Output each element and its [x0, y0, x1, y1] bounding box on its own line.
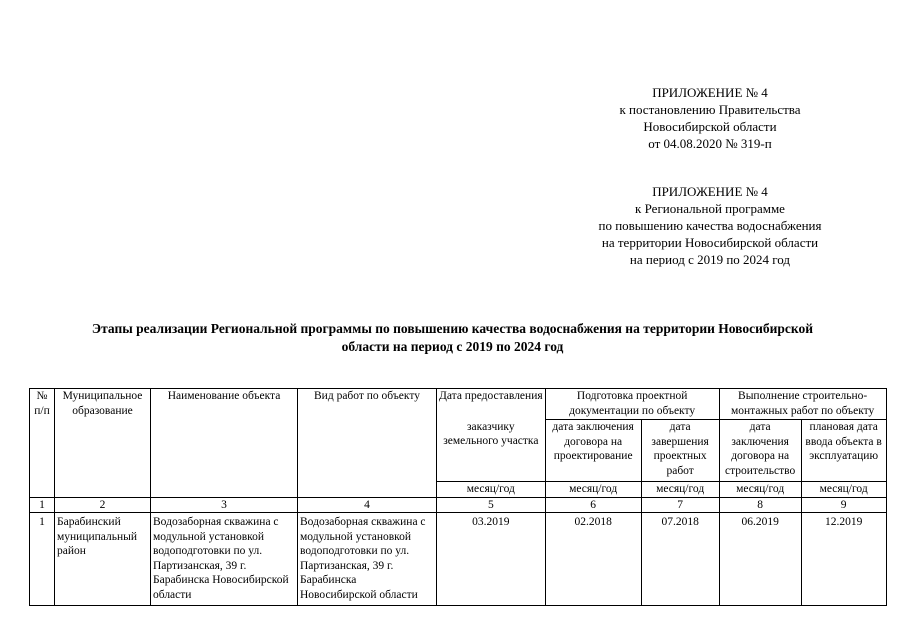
appendix-line: на территории Новосибирской области	[601, 235, 819, 250]
appendix-header-program	[560, 183, 860, 268]
table-row	[30, 513, 887, 606]
appendix-line: к Региональной программе	[635, 201, 785, 216]
unit-cell: месяц/год	[545, 482, 641, 498]
title-line-2: области на период с 2019 по 2024 год	[341, 339, 564, 354]
row-commissioning: 12.2019	[801, 513, 886, 606]
unit-cell: месяц/год	[801, 482, 886, 498]
column-number: 2	[55, 497, 151, 513]
row-object-name: Водозаборная скважина с модульной установкой водоподготовки по ул. Партизанская, 39 г. Барабинска Новосибирской области	[151, 513, 298, 606]
header-construction-group: Выполнение строительно-монтажных работ по объекту	[719, 389, 886, 420]
document-title	[40, 320, 865, 356]
appendix-line: на период с 2019 по 2024 год	[629, 252, 791, 267]
header-municipality: Муниципальное образование	[55, 389, 151, 498]
row-num: 1	[30, 513, 55, 606]
column-number: 8	[719, 497, 801, 513]
row-land-date: 03.2019	[437, 513, 546, 606]
column-number: 3	[151, 497, 298, 513]
appendix-line: ПРИЛОЖЕНИЕ № 4	[652, 184, 768, 199]
header-row	[30, 389, 887, 420]
header-design-contract: дата заключения договора на проектирование	[545, 420, 641, 482]
unit-cell: месяц/год	[437, 482, 546, 498]
column-number: 4	[298, 497, 437, 513]
column-number: 1	[30, 497, 55, 513]
header-num: № п/п	[30, 389, 55, 498]
appendix-line: Новосибирской области	[643, 119, 777, 134]
row-municipality: Барабинский муниципальный район	[55, 513, 151, 606]
appendix-line: по повышению качества водоснабжения	[598, 218, 822, 233]
appendix-header-resolution	[560, 84, 860, 152]
appendix-line: ПРИЛОЖЕНИЕ № 4	[652, 85, 768, 100]
title-line-1: Этапы реализации Региональной программы по повышению качества водоснабжения на территории Новосибирской	[91, 321, 814, 336]
column-number-row	[30, 497, 887, 513]
appendix-line: от 04.08.2020 № 319-п	[648, 136, 772, 151]
header-construction-contract: дата заключения договора на строительство	[719, 420, 801, 482]
unit-cell: месяц/год	[719, 482, 801, 498]
column-number: 5	[437, 497, 546, 513]
header-design-group: Подготовка проектной документации по объекту	[545, 389, 719, 420]
header-land-date-bottom: заказчику земельного участка	[437, 420, 546, 482]
column-number: 9	[801, 497, 886, 513]
appendix-line: к постановлению Правительства	[619, 102, 801, 117]
row-design-contract: 02.2018	[545, 513, 641, 606]
row-construction-contract: 06.2019	[719, 513, 801, 606]
column-number: 7	[641, 497, 719, 513]
unit-cell: месяц/год	[641, 482, 719, 498]
header-land-date-top: Дата предоставления	[437, 389, 546, 420]
row-design-completion: 07.2018	[641, 513, 719, 606]
row-work-type: Водозаборная скважина с модульной установкой водоподготовки по ул. Партизанская, 39 г. Барабинска Новосибирской области	[298, 513, 437, 606]
header-design-completion: дата завершения проектных работ	[641, 420, 719, 482]
header-object-name: Наименование объекта	[151, 389, 298, 498]
column-number: 6	[545, 497, 641, 513]
header-commissioning: плановая дата ввода объекта в эксплуатацию	[801, 420, 886, 482]
stages-table	[29, 388, 887, 606]
header-work-type: Вид работ по объекту	[298, 389, 437, 498]
